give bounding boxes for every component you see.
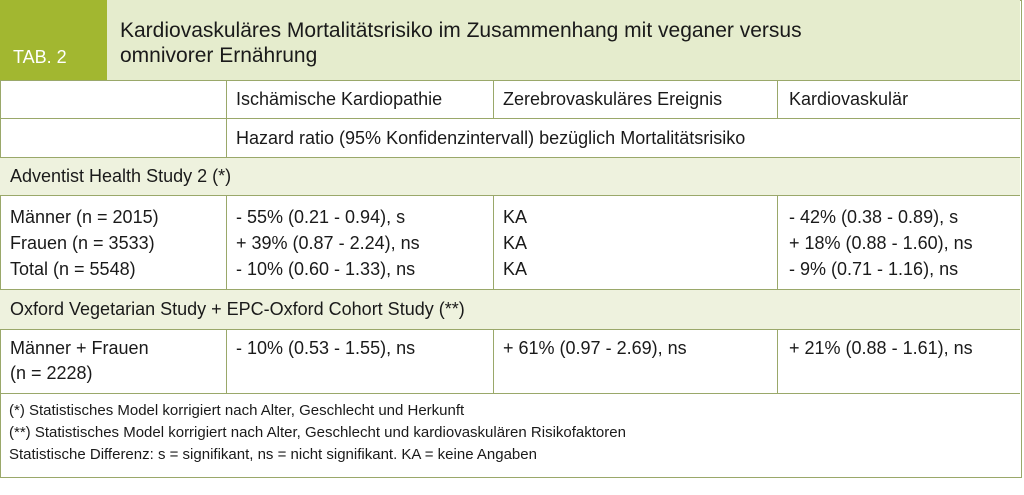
rule (0, 289, 1020, 290)
row-label: Männer (n = 2015) (10, 207, 159, 227)
cell-cerebrovascular: KA (503, 259, 528, 279)
column-divider (226, 80, 227, 157)
table-number-label (0, 0, 107, 80)
cell-cardiovascular: + 18% (0.88 - 1.60), ns (789, 233, 973, 253)
title-line-2: omnivorer Ernährung (120, 44, 318, 67)
rule (0, 118, 1020, 119)
column-divider (226, 329, 227, 393)
cell-ischemic: + 39% (0.87 - 2.24), ns (236, 233, 420, 253)
cell-cerebrovascular: KA (503, 233, 528, 253)
footnote-double-asterisk: (**) Statistisches Model korrigiert nach Alter, Geschlecht und kardiovaskulären Risikofaktoren (9, 424, 626, 441)
column-divider (777, 80, 778, 118)
column-divider (493, 80, 494, 118)
rule (0, 157, 1020, 158)
column-divider (493, 329, 494, 393)
cell-cardiovascular: - 42% (0.38 - 0.89), s (789, 207, 959, 227)
cell-cerebrovascular: + 61% (0.97 - 2.69), ns (503, 338, 687, 358)
column-divider (226, 195, 227, 289)
study1-title: Adventist Health Study 2 (*) (10, 166, 232, 186)
cell-ischemic: - 55% (0.21 - 0.94), s (236, 207, 406, 227)
row-label: Frauen (n = 3533) (10, 233, 155, 253)
footnote-single-asterisk: (*) Statistisches Model korrigiert nach Alter, Geschlecht und Herkunft (9, 402, 465, 419)
column-divider (777, 329, 778, 393)
column-divider (493, 195, 494, 289)
row-label-n: (n = 2228) (10, 363, 93, 383)
table-title (107, 0, 1020, 80)
study2-title: Oxford Vegetarian Study + EPC-Oxford Cohort Study (**) (10, 299, 465, 319)
cell-ischemic: - 10% (0.53 - 1.55), ns (236, 338, 416, 358)
column-header-cerebrovascular: Zerebrovaskuläres Ereignis (503, 89, 723, 109)
rule (0, 195, 1020, 196)
rule (0, 80, 1020, 81)
cell-cardiovascular: + 21% (0.88 - 1.61), ns (789, 338, 973, 358)
tab-label-text: TAB. 2 (13, 47, 67, 67)
row-label: Total (n = 5548) (10, 259, 136, 279)
cell-ischemic: - 10% (0.60 - 1.33), ns (236, 259, 416, 279)
row-label: Männer + Frauen (10, 338, 149, 358)
rule (0, 329, 1020, 330)
title-line-1: Kardiovaskuläres Mortalitätsrisiko im Zusammenhang mit veganer versus (120, 19, 802, 42)
column-divider (777, 195, 778, 289)
footnote-legend: Statistische Differenz: s = signifikant, ns = nicht signifikant. KA = keine Angaben (9, 446, 537, 463)
hazard-ratio-subheader: Hazard ratio (95% Konfidenzintervall) bezüglich Mortalitätsrisiko (236, 128, 746, 148)
cell-cardiovascular: - 9% (0.71 - 1.16), ns (789, 259, 959, 279)
column-header-cardiovascular: Kardiovaskulär (789, 89, 909, 109)
column-header-ischemic: Ischämische Kardiopathie (236, 89, 443, 109)
cell-cerebrovascular: KA (503, 207, 528, 227)
rule (0, 393, 1020, 394)
